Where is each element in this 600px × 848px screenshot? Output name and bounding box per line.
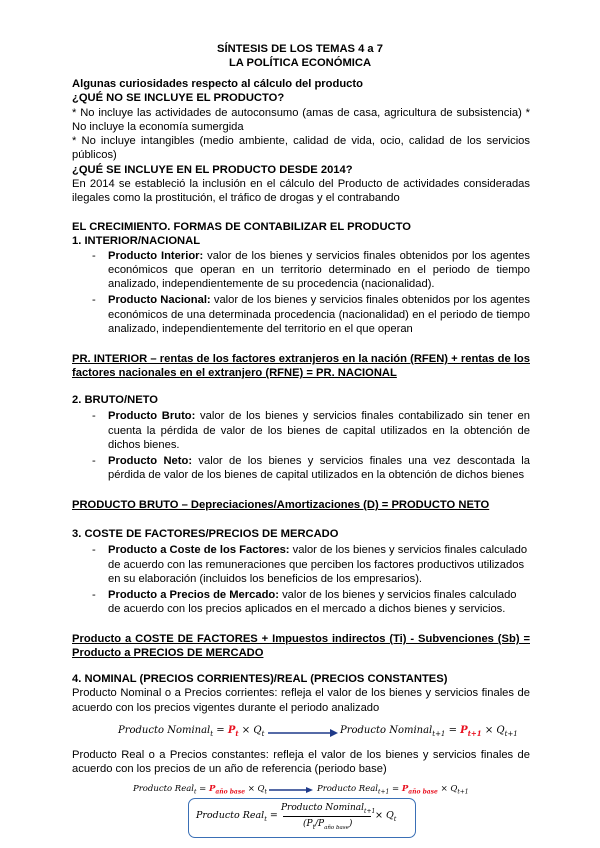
arrow-right-icon (268, 728, 338, 738)
section-2 (72, 393, 530, 485)
section-1-list (72, 249, 530, 337)
paragraph-nominal: Producto Nominal o a Precios corrientes: refleja el valor de los bienes y servicios finales de acuerdo con los precios vigentes durante el periodo analizado (72, 687, 530, 714)
curiosidades-heading: Algunas curiosidades respecto al cálculo del producto (72, 78, 363, 90)
paragraph-real: Producto Real o a Precios constantes: refleja el valor de los bienes y servicios finales de acuerdo con los precios de un año de referencia (periodo base) (72, 749, 530, 776)
list-item: - Producto a Coste de los Factores: valor de los bienes y servicios finales calculado de acuerdo con las remuneraciones que perciben los factores productivos utilizados en su elaboración (incluidos los beneficios de los empresarios). (92, 544, 528, 585)
list-item: - Producto Nacional: valor de los bienes y servicios finales obtenidos por los agentes económicos de una determinada procedencia (nacionalidad) en el periodo de tiempo analizado, independientemente del territorio en el que operan (92, 294, 531, 336)
formula-nominal-right: Producto Nominal$_{t+1}$ = $P_{t+1} \times Q_{t+1}$ (340, 725, 518, 738)
list-item: - Producto Interior: valor de los bienes y servicios finales obtenidos por los agentes económicos que operan en un territorio determinado en el periodo de tiempo analizado, independientemente de su procedencia (nacionalidad). (92, 249, 530, 291)
curiosidades-section (72, 77, 530, 206)
section-2-list (72, 409, 530, 482)
arrow-right-icon (269, 786, 313, 794)
equation-coste-precios: Producto a COSTE DE FACTORES + Impuestos indirectos (Ti) - Subvenciones (Sb) = Producto a PRECIOS DE MERCADO (72, 633, 530, 660)
paragraph-incluye-2014: En 2014 se estableció la inclusión en el cálculo del Producto de actividades consideradas ilegales como la prostitución, el tráfico de drogas y el contrabando (72, 178, 530, 205)
section-3-list (72, 543, 530, 616)
paragraph-no-incluye-2: * No incluye intangibles (medio ambiente, calidad de vida, ocio, calidad de los servicios públicos) (72, 135, 530, 162)
section-4 (72, 672, 530, 715)
crecimiento-heading: EL CRECIMIENTO. FORMAS DE CONTABILIZAR EL PRODUCTO (72, 221, 411, 233)
formula-real-right: Producto Real$_{t+1}$ = $P_{año base} \times Q_{t+1}$ (317, 784, 469, 796)
question-incluye-2014: ¿QUÉ SE INCLUYE EN EL PRODUCTO DESDE 2014? (72, 163, 353, 176)
formula-box-numerator: Producto Nominal$_{t+1}$ (281, 803, 376, 815)
section-3 (72, 527, 530, 619)
crecimiento-section (72, 220, 530, 338)
formula-box-q: × $Q_t$ (375, 810, 397, 823)
paragraph-no-incluye-1: * No incluye las actividades de autoconsumo (amas de casa, agricultura de subsistencia) * No incluye la economía sumergida (72, 106, 530, 133)
title-line-1: SÍNTESIS DE LOS TEMAS 4 a 7 (217, 43, 383, 55)
formula-nominal-left: Producto Nominal$_t$ = $P_t \times Q_t$ (118, 725, 265, 738)
equation-interior-nacional: PR. INTERIOR – rentas de los factores extranjeros en la nación (RFEN) + rentas de los factores nacionales en el extranjero (RFNE) = PR. NACIONAL (72, 353, 530, 380)
formula-real-left: Producto Real$_t$ = $P_{año base} \times Q_t$ (133, 784, 267, 796)
question-no-incluye: ¿QUÉ NO SE INCLUYE EL PRODUCTO? (72, 92, 285, 105)
section-3-title: 3. COSTE DE FACTORES/PRECIOS DE MERCADO (72, 528, 339, 540)
formula-box-left: Producto Real$_t$ = (196, 810, 278, 823)
formula-box-denominator: $(P_t/P_{año base})$ (303, 819, 353, 831)
title-line-2: LA POLÍTICA ECONÓMICA (228, 57, 372, 69)
equation-bruto-neto: PRODUCTO BRUTO – Depreciaciones/Amortizaciones (D) = PRODUCTO NETO (72, 499, 490, 511)
section-4-title: 4. NOMINAL (PRECIOS CORRIENTES)/REAL (PRECIOS CONSTANTES) (72, 673, 448, 685)
section-1-title: 1. INTERIOR/NACIONAL (72, 235, 201, 248)
section-2-title: 2. BRUTO/NETO (72, 394, 158, 406)
list-item: - Producto Bruto: valor de los bienes y servicios finales contabilizado sin tener en cuenta la pérdida de valor de los bienes de capital utilizados en la obtención de dichos bienes. (92, 410, 530, 451)
list-item: - Producto Neto: valor de los bienes y servicios finales una vez descontada la pérdida de valor de los bienes de capital utilizados en la obtención de dichos bienes (92, 455, 531, 482)
list-item: - Producto a Precios de Mercado: valor de los bienes y servicios finales calculado de acuerdo con los precios aplicados en el mercado a dichos bienes y servicios. (92, 589, 517, 616)
